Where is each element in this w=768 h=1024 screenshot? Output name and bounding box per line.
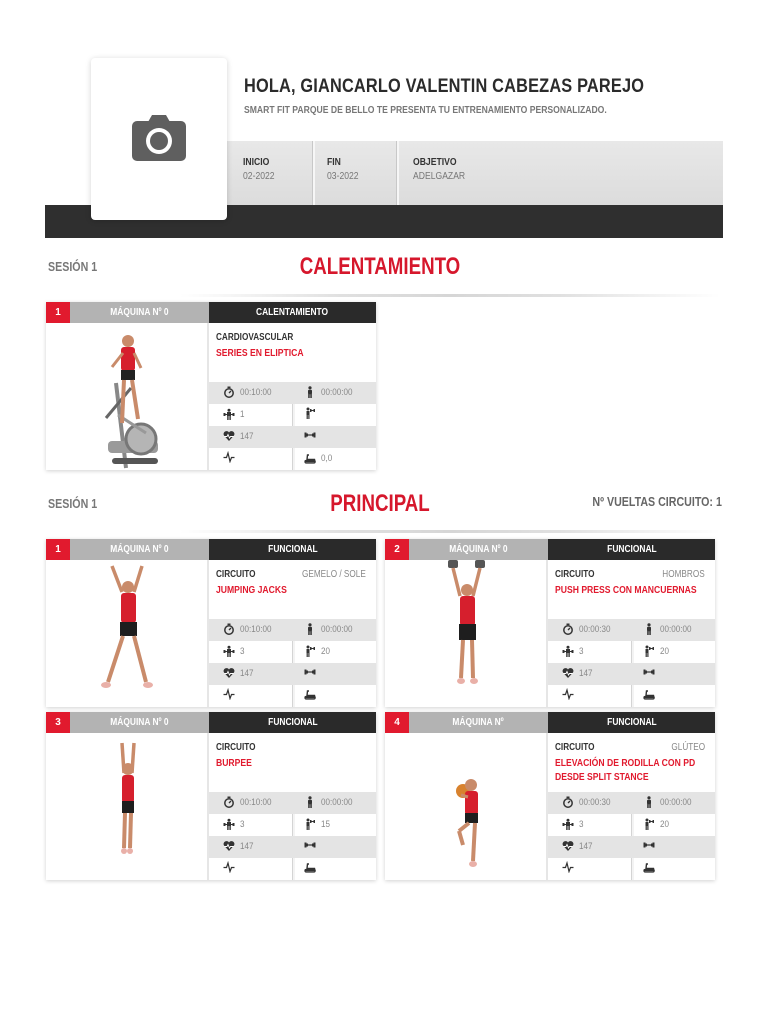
section-title-main: PRINCIPAL bbox=[330, 490, 430, 517]
duration-cell bbox=[223, 792, 293, 814]
reps-icon bbox=[304, 818, 316, 830]
exercise-stats bbox=[209, 382, 376, 470]
pulse-cell bbox=[223, 858, 293, 880]
category-label bbox=[209, 302, 376, 323]
pulse-cell bbox=[223, 448, 293, 470]
exercise-number-badge: 2 bbox=[385, 539, 409, 560]
stats-row bbox=[209, 814, 376, 836]
card-header bbox=[46, 712, 376, 733]
exercise-number-badge: 1 bbox=[46, 539, 70, 560]
heart-rate-value: 147 bbox=[579, 668, 593, 679]
stats-row bbox=[209, 685, 376, 707]
card-header bbox=[46, 539, 376, 560]
duration-value: 00:10:00 bbox=[240, 387, 272, 398]
stats-row bbox=[548, 792, 715, 814]
treadmill-icon bbox=[643, 861, 655, 873]
end-date bbox=[327, 141, 366, 205]
stopwatch-icon bbox=[562, 623, 574, 635]
exercise-type: CIRCUITO bbox=[216, 742, 256, 753]
objective bbox=[413, 141, 477, 205]
exercise-type: CIRCUITO bbox=[555, 569, 595, 580]
incline-cell bbox=[304, 685, 376, 707]
machine-label bbox=[70, 539, 209, 560]
stats-row bbox=[548, 663, 715, 685]
pulse-icon bbox=[562, 861, 574, 873]
section-title-warmup: CALENTAMIENTO bbox=[299, 253, 461, 280]
pulse-icon bbox=[223, 688, 235, 700]
exercise-stats bbox=[548, 792, 715, 880]
duration-cell bbox=[562, 792, 632, 814]
rest-cell bbox=[643, 619, 715, 641]
standing-person-icon bbox=[304, 796, 316, 808]
stats-row bbox=[548, 641, 715, 663]
rest-value: 00:00:00 bbox=[660, 797, 692, 808]
card-header bbox=[385, 712, 715, 733]
objective-value: ADELGAZAR bbox=[413, 170, 466, 182]
category-label bbox=[209, 712, 376, 733]
heart-rate-icon bbox=[562, 840, 574, 852]
reps-icon bbox=[643, 818, 655, 830]
series-icon bbox=[223, 645, 235, 657]
heart-rate-cell bbox=[223, 836, 293, 858]
exercise-stats bbox=[548, 619, 715, 707]
incline-value: 0,0 bbox=[321, 453, 333, 464]
duration-cell bbox=[223, 382, 293, 404]
treadmill-icon bbox=[643, 688, 655, 700]
exercise-type: CIRCUITO bbox=[555, 742, 595, 753]
greeting-subtitle: SMART FIT PARQUE DE BELLO TE PRESENTA TU ENTRENAMIENTO PERSONALIZADO. bbox=[244, 104, 607, 116]
start-date-value: 02-2022 bbox=[243, 170, 275, 182]
series-icon bbox=[223, 408, 235, 420]
heart-rate-value: 147 bbox=[240, 431, 254, 442]
start-date bbox=[243, 141, 282, 205]
heart-rate-cell bbox=[223, 426, 293, 448]
stats-row bbox=[209, 641, 376, 663]
treadmill-icon bbox=[304, 861, 316, 873]
exercise-number-badge: 3 bbox=[46, 712, 70, 733]
reps-icon bbox=[304, 407, 316, 419]
stats-row bbox=[548, 858, 715, 880]
exercise-name: BURPEE bbox=[216, 757, 252, 769]
series-value: 1 bbox=[240, 409, 245, 420]
stats-row bbox=[209, 836, 376, 858]
reps-cell bbox=[304, 814, 376, 836]
stats-row bbox=[209, 426, 376, 448]
heart-rate-value: 147 bbox=[240, 841, 254, 852]
stopwatch-icon bbox=[223, 386, 235, 398]
exercise-illustration[interactable] bbox=[385, 560, 548, 707]
stats-row bbox=[209, 792, 376, 814]
start-date-label: INICIO bbox=[243, 156, 270, 168]
pulse-cell bbox=[562, 685, 632, 707]
duration-value: 00:00:30 bbox=[579, 624, 611, 635]
series-value: 3 bbox=[240, 819, 245, 830]
load-cell bbox=[304, 426, 376, 448]
heart-rate-icon bbox=[223, 430, 235, 442]
exercise-card[interactable] bbox=[46, 302, 376, 470]
jumping-jacks-illustration bbox=[46, 560, 206, 707]
circuit-rounds: Nº VUELTAS CIRCUITO: 1 bbox=[592, 494, 722, 509]
category-text: CALENTAMIENTO bbox=[256, 306, 329, 318]
pulse-icon bbox=[223, 861, 235, 873]
rest-cell bbox=[304, 792, 376, 814]
heart-rate-cell bbox=[562, 663, 632, 685]
series-cell bbox=[223, 814, 293, 836]
card-header bbox=[385, 539, 715, 560]
session-label: SESIÓN 1 bbox=[48, 496, 98, 511]
objective-label: OBJETIVO bbox=[413, 156, 457, 168]
stats-row bbox=[209, 858, 376, 880]
exercise-name: JUMPING JACKS bbox=[216, 584, 287, 596]
load-cell bbox=[643, 663, 715, 685]
machine-text: MÁQUINA Nº 0 bbox=[110, 543, 169, 555]
reps-value: 20 bbox=[660, 646, 669, 657]
reps-value: 20 bbox=[660, 819, 669, 830]
exercise-illustration[interactable] bbox=[46, 323, 209, 470]
target-muscle: GEMELO / SOLE bbox=[302, 569, 366, 580]
machine-text: MÁQUINA Nº 0 bbox=[110, 306, 169, 318]
exercise-card[interactable] bbox=[46, 539, 376, 707]
profile-photo-card[interactable] bbox=[91, 58, 227, 220]
pulse-cell bbox=[223, 685, 293, 707]
machine-label bbox=[409, 539, 548, 560]
section-divider bbox=[180, 294, 720, 297]
machine-text: MÁQUINA Nº 0 bbox=[110, 716, 169, 728]
duration-cell bbox=[562, 619, 632, 641]
rest-cell bbox=[304, 382, 376, 404]
exercise-illustration[interactable] bbox=[46, 560, 209, 707]
rest-cell bbox=[643, 792, 715, 814]
heart-rate-icon bbox=[562, 667, 574, 679]
stats-row bbox=[209, 382, 376, 404]
series-cell bbox=[223, 641, 293, 663]
exercise-type: CARDIOVASCULAR bbox=[216, 332, 294, 343]
reps-cell bbox=[643, 641, 715, 663]
exercise-name: SERIES EN ELIPTICA bbox=[216, 347, 304, 359]
push-press-illustration bbox=[385, 560, 545, 707]
series-cell bbox=[223, 404, 293, 426]
incline-cell bbox=[304, 858, 376, 880]
greeting-title: HOLA, GIANCARLO VALENTIN CABEZAS PAREJO bbox=[244, 76, 645, 97]
exercise-card[interactable] bbox=[385, 539, 715, 707]
series-value: 3 bbox=[240, 646, 245, 657]
treadmill-icon bbox=[304, 452, 316, 464]
stats-row bbox=[209, 663, 376, 685]
exercise-card[interactable] bbox=[385, 712, 715, 880]
duration-value: 00:00:30 bbox=[579, 797, 611, 808]
reps-value: 15 bbox=[321, 819, 330, 830]
rest-cell bbox=[304, 619, 376, 641]
category-text: FUNCIONAL bbox=[606, 543, 657, 555]
duration-value: 00:10:00 bbox=[240, 624, 272, 635]
card-header bbox=[46, 302, 376, 323]
series-icon bbox=[562, 645, 574, 657]
reps-icon bbox=[304, 645, 316, 657]
end-date-label: FIN bbox=[327, 156, 341, 168]
reps-value: 20 bbox=[321, 646, 330, 657]
exercise-number-badge: 1 bbox=[46, 302, 70, 323]
load-cell bbox=[304, 663, 376, 685]
reps-cell bbox=[643, 814, 715, 836]
heart-rate-cell bbox=[223, 663, 293, 685]
section-divider bbox=[180, 530, 720, 533]
knee-raise-illustration bbox=[385, 733, 545, 880]
machine-label bbox=[70, 302, 209, 323]
category-text: FUNCIONAL bbox=[267, 543, 318, 555]
pulse-icon bbox=[562, 688, 574, 700]
exercise-stats bbox=[209, 619, 376, 707]
treadmill-icon bbox=[304, 688, 316, 700]
info-divider bbox=[397, 141, 399, 205]
plan-info-band bbox=[227, 141, 723, 205]
category-text: FUNCIONAL bbox=[606, 716, 657, 728]
machine-text: MÁQUINA Nº bbox=[452, 716, 505, 728]
category-label bbox=[548, 712, 715, 733]
stats-row bbox=[209, 448, 376, 470]
rest-value: 00:00:00 bbox=[321, 624, 353, 635]
stats-row bbox=[548, 814, 715, 836]
category-text: FUNCIONAL bbox=[267, 716, 318, 728]
series-icon bbox=[223, 818, 235, 830]
heart-rate-value: 147 bbox=[240, 668, 254, 679]
dumbbell-icon bbox=[643, 839, 655, 851]
camera-icon bbox=[132, 113, 186, 161]
category-label bbox=[548, 539, 715, 560]
incline-cell bbox=[643, 685, 715, 707]
exercise-card[interactable] bbox=[46, 712, 376, 880]
dumbbell-icon bbox=[304, 429, 316, 441]
stopwatch-icon bbox=[223, 623, 235, 635]
standing-person-icon bbox=[643, 796, 655, 808]
elliptical-machine-illustration bbox=[46, 323, 206, 470]
series-icon bbox=[562, 818, 574, 830]
reps-icon bbox=[643, 645, 655, 657]
series-value: 3 bbox=[579, 819, 584, 830]
reps-cell bbox=[304, 404, 376, 426]
duration-cell bbox=[223, 619, 293, 641]
exercise-illustration[interactable] bbox=[385, 733, 548, 880]
stopwatch-icon bbox=[223, 796, 235, 808]
end-date-value: 03-2022 bbox=[327, 170, 359, 182]
rest-value: 00:00:00 bbox=[321, 797, 353, 808]
dumbbell-icon bbox=[304, 666, 316, 678]
pulse-cell bbox=[562, 858, 632, 880]
machine-label bbox=[70, 712, 209, 733]
rest-value: 00:00:00 bbox=[321, 387, 353, 398]
series-value: 3 bbox=[579, 646, 584, 657]
duration-value: 00:10:00 bbox=[240, 797, 272, 808]
machine-label bbox=[409, 712, 548, 733]
stats-row bbox=[548, 836, 715, 858]
rest-value: 00:00:00 bbox=[660, 624, 692, 635]
dumbbell-icon bbox=[643, 666, 655, 678]
exercise-number-badge: 4 bbox=[385, 712, 409, 733]
stopwatch-icon bbox=[562, 796, 574, 808]
load-cell bbox=[643, 836, 715, 858]
exercise-stats bbox=[209, 792, 376, 880]
heart-rate-cell bbox=[562, 836, 632, 858]
reps-cell bbox=[304, 641, 376, 663]
stats-row bbox=[209, 619, 376, 641]
exercise-type: CIRCUITO bbox=[216, 569, 256, 580]
standing-person-icon bbox=[304, 386, 316, 398]
target-muscle: HOMBROS bbox=[662, 569, 705, 580]
heart-rate-icon bbox=[223, 840, 235, 852]
incline-cell bbox=[643, 858, 715, 880]
machine-text: MÁQUINA Nº 0 bbox=[449, 543, 508, 555]
heart-rate-value: 147 bbox=[579, 841, 593, 852]
info-divider bbox=[313, 141, 315, 205]
stats-row bbox=[548, 619, 715, 641]
exercise-name: ELEVACIÓN DE RODILLA CON PD DESDE SPLIT STANCE bbox=[555, 757, 696, 783]
series-cell bbox=[562, 814, 632, 836]
series-cell bbox=[562, 641, 632, 663]
burpee-illustration bbox=[46, 733, 206, 880]
heart-rate-icon bbox=[223, 667, 235, 679]
stats-row bbox=[209, 404, 376, 426]
exercise-name: PUSH PRESS CON MANCUERNAS bbox=[555, 584, 697, 596]
dumbbell-icon bbox=[304, 839, 316, 851]
load-cell bbox=[304, 836, 376, 858]
standing-person-icon bbox=[643, 623, 655, 635]
session-label: SESIÓN 1 bbox=[48, 259, 98, 274]
pulse-icon bbox=[223, 451, 235, 463]
exercise-illustration[interactable] bbox=[46, 733, 209, 880]
stats-row bbox=[548, 685, 715, 707]
incline-cell bbox=[304, 448, 376, 470]
category-label bbox=[209, 539, 376, 560]
standing-person-icon bbox=[304, 623, 316, 635]
target-muscle: GLÚTEO bbox=[671, 742, 705, 753]
